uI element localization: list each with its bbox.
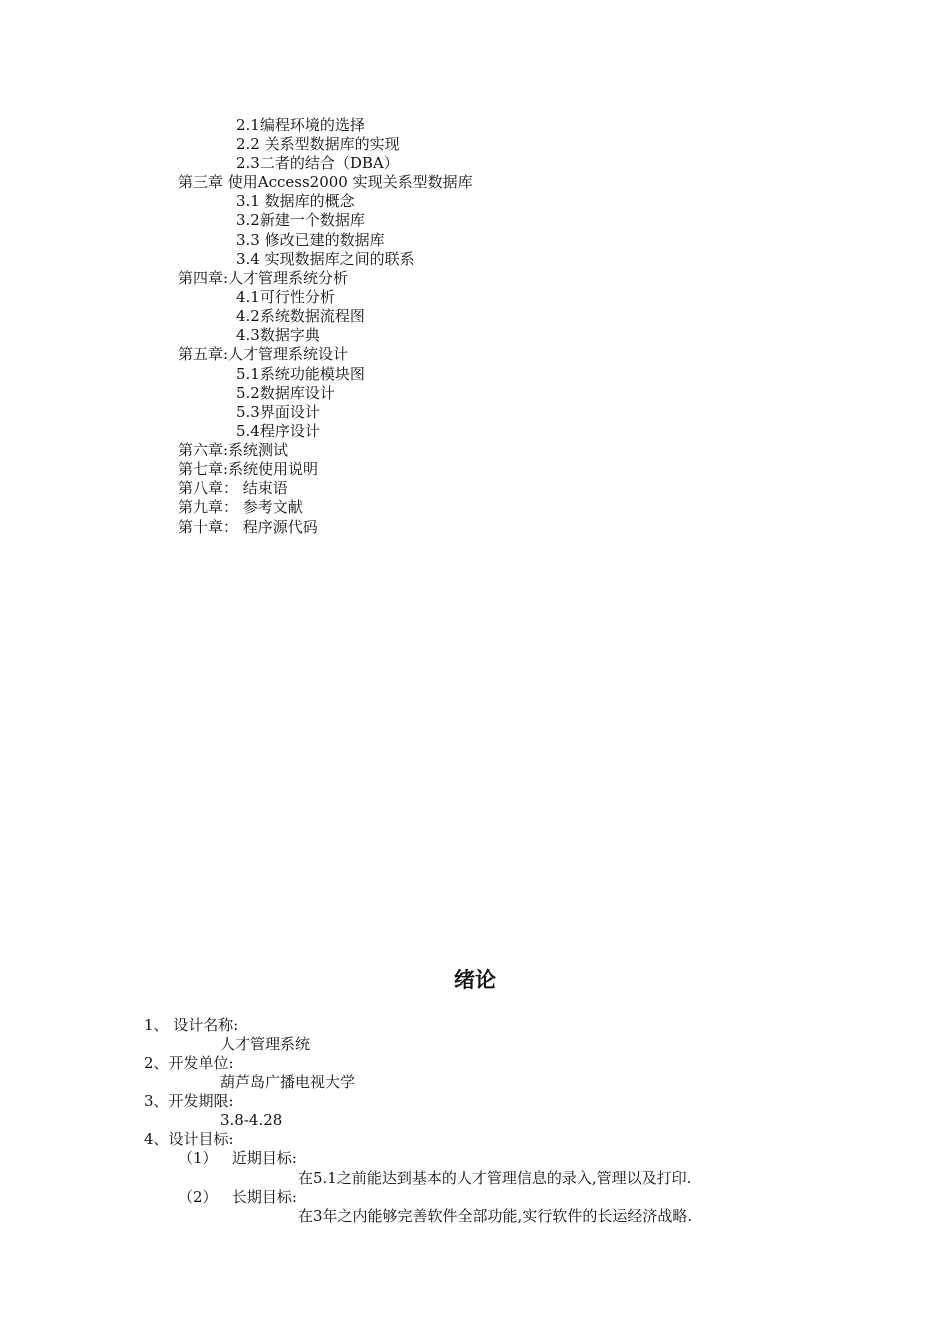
dev-unit-label: 2、开发单位: xyxy=(144,1054,234,1072)
toc-section-2-1: 2.1编程环境的选择 xyxy=(236,116,365,134)
toc-section-5-3: 5.3界面设计 xyxy=(236,403,320,421)
toc-chapter-7: 第七章:系统使用说明 xyxy=(178,460,319,478)
toc-section-3-3: 3.3 修改已建的数据库 xyxy=(236,231,385,249)
design-name-label: 1、 设计名称: xyxy=(144,1016,239,1034)
long-term-goal-label: （2） 长期目标: xyxy=(178,1188,297,1206)
toc-section-3-2: 3.2新建一个数据库 xyxy=(236,211,365,229)
toc-chapter-3: 第三章 使用Access2000 实现关系型数据库 xyxy=(178,173,473,191)
intro-title: 绪论 xyxy=(454,968,496,992)
long-term-goal-text: 在3年之内能够完善软件全部功能,实行软件的长运经济战略. xyxy=(298,1207,693,1225)
design-goal-label: 4、设计目标: xyxy=(144,1130,234,1148)
toc-section-4-2: 4.2系统数据流程图 xyxy=(236,307,365,325)
toc-section-4-3: 4.3数据字典 xyxy=(236,326,320,344)
toc-section-5-1: 5.1系统功能模块图 xyxy=(236,365,365,383)
toc-chapter-4: 第四章:人才管理系统分析 xyxy=(178,269,349,287)
toc-section-3-4: 3.4 实现数据库之间的联系 xyxy=(236,250,415,268)
toc-section-5-4: 5.4程序设计 xyxy=(236,422,320,440)
design-name-value: 人才管理系统 xyxy=(220,1035,311,1053)
dev-period-label: 3、开发期限: xyxy=(144,1092,234,1110)
toc-section-2-2: 2.2 关系型数据库的实现 xyxy=(236,135,400,153)
toc-chapter-5: 第五章:人才管理系统设计 xyxy=(178,345,349,363)
toc-section-5-2: 5.2数据库设计 xyxy=(236,384,335,402)
toc-chapter-9: 第九章： 参考文献 xyxy=(178,498,303,516)
short-term-goal-label: （1） 近期目标: xyxy=(178,1149,297,1167)
toc-chapter-6: 第六章:系统测试 xyxy=(178,441,289,459)
short-term-goal-text: 在5.1之前能达到基本的人才管理信息的录入,管理以及打印. xyxy=(298,1169,692,1187)
toc-section-4-1: 4.1可行性分析 xyxy=(236,288,335,306)
toc-section-2-3: 2.3二者的结合（DBA） xyxy=(236,154,399,172)
dev-unit-value: 葫芦岛广播电视大学 xyxy=(220,1073,356,1091)
toc-chapter-8: 第八章： 结束语 xyxy=(178,479,288,497)
dev-period-value: 3.8-4.28 xyxy=(220,1111,283,1129)
toc-section-3-1: 3.1 数据库的概念 xyxy=(236,192,355,210)
toc-chapter-10: 第十章： 程序源代码 xyxy=(178,518,318,536)
